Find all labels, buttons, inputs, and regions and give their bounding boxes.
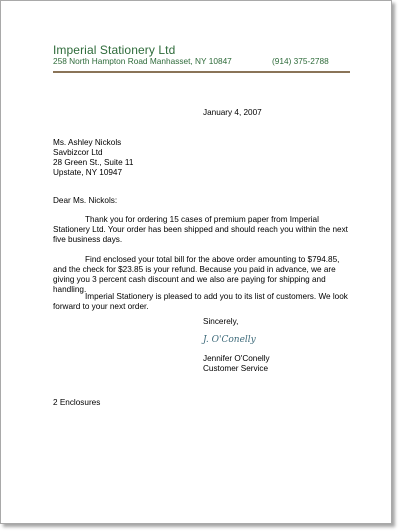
closing: Sincerely,	[203, 317, 239, 326]
letter-date: January 4, 2007	[203, 108, 262, 117]
recipient-street: 28 Green St., Suite 11	[53, 158, 134, 167]
company-address: 258 North Hampton Road Manhasset, NY 10847	[53, 56, 232, 66]
company-phone: (914) 375-2788	[272, 56, 329, 66]
signer-title: Customer Service	[203, 364, 269, 373]
enclosures-note: 2 Enclosures	[53, 398, 101, 407]
salutation: Dear Ms. Nickols:	[53, 196, 118, 205]
body-paragraph-1: Thank you for ordering 15 cases of premium paper from Imperial Stationery Ltd. Your order has been shipped and should reach you within the next five business days.	[53, 215, 348, 244]
recipient-name: Ms. Ashley Nickols	[53, 138, 122, 147]
recipient-city: Upstate, NY 10947	[53, 168, 123, 177]
body-paragraph-2: Find enclosed your total bill for the above order amounting to $794.85, and the check for $23.85 is your refund. Because you paid in advance, we are giving you 3 percent cash discount and we also are paying for shipping and handling.	[53, 255, 340, 294]
recipient-address-block	[53, 138, 133, 178]
recipient-company: Savbizcor Ltd	[53, 148, 103, 157]
letterhead-divider	[53, 71, 350, 73]
body-paragraph-3: Imperial Stationery is pleased to add you to its list of customers. We look forward to your next order.	[53, 292, 348, 311]
signer-name: Jennifer O'Conelly	[203, 354, 270, 363]
company-name: Imperial Stationery Ltd	[53, 43, 176, 57]
signature: J. O'Conelly	[203, 335, 256, 345]
